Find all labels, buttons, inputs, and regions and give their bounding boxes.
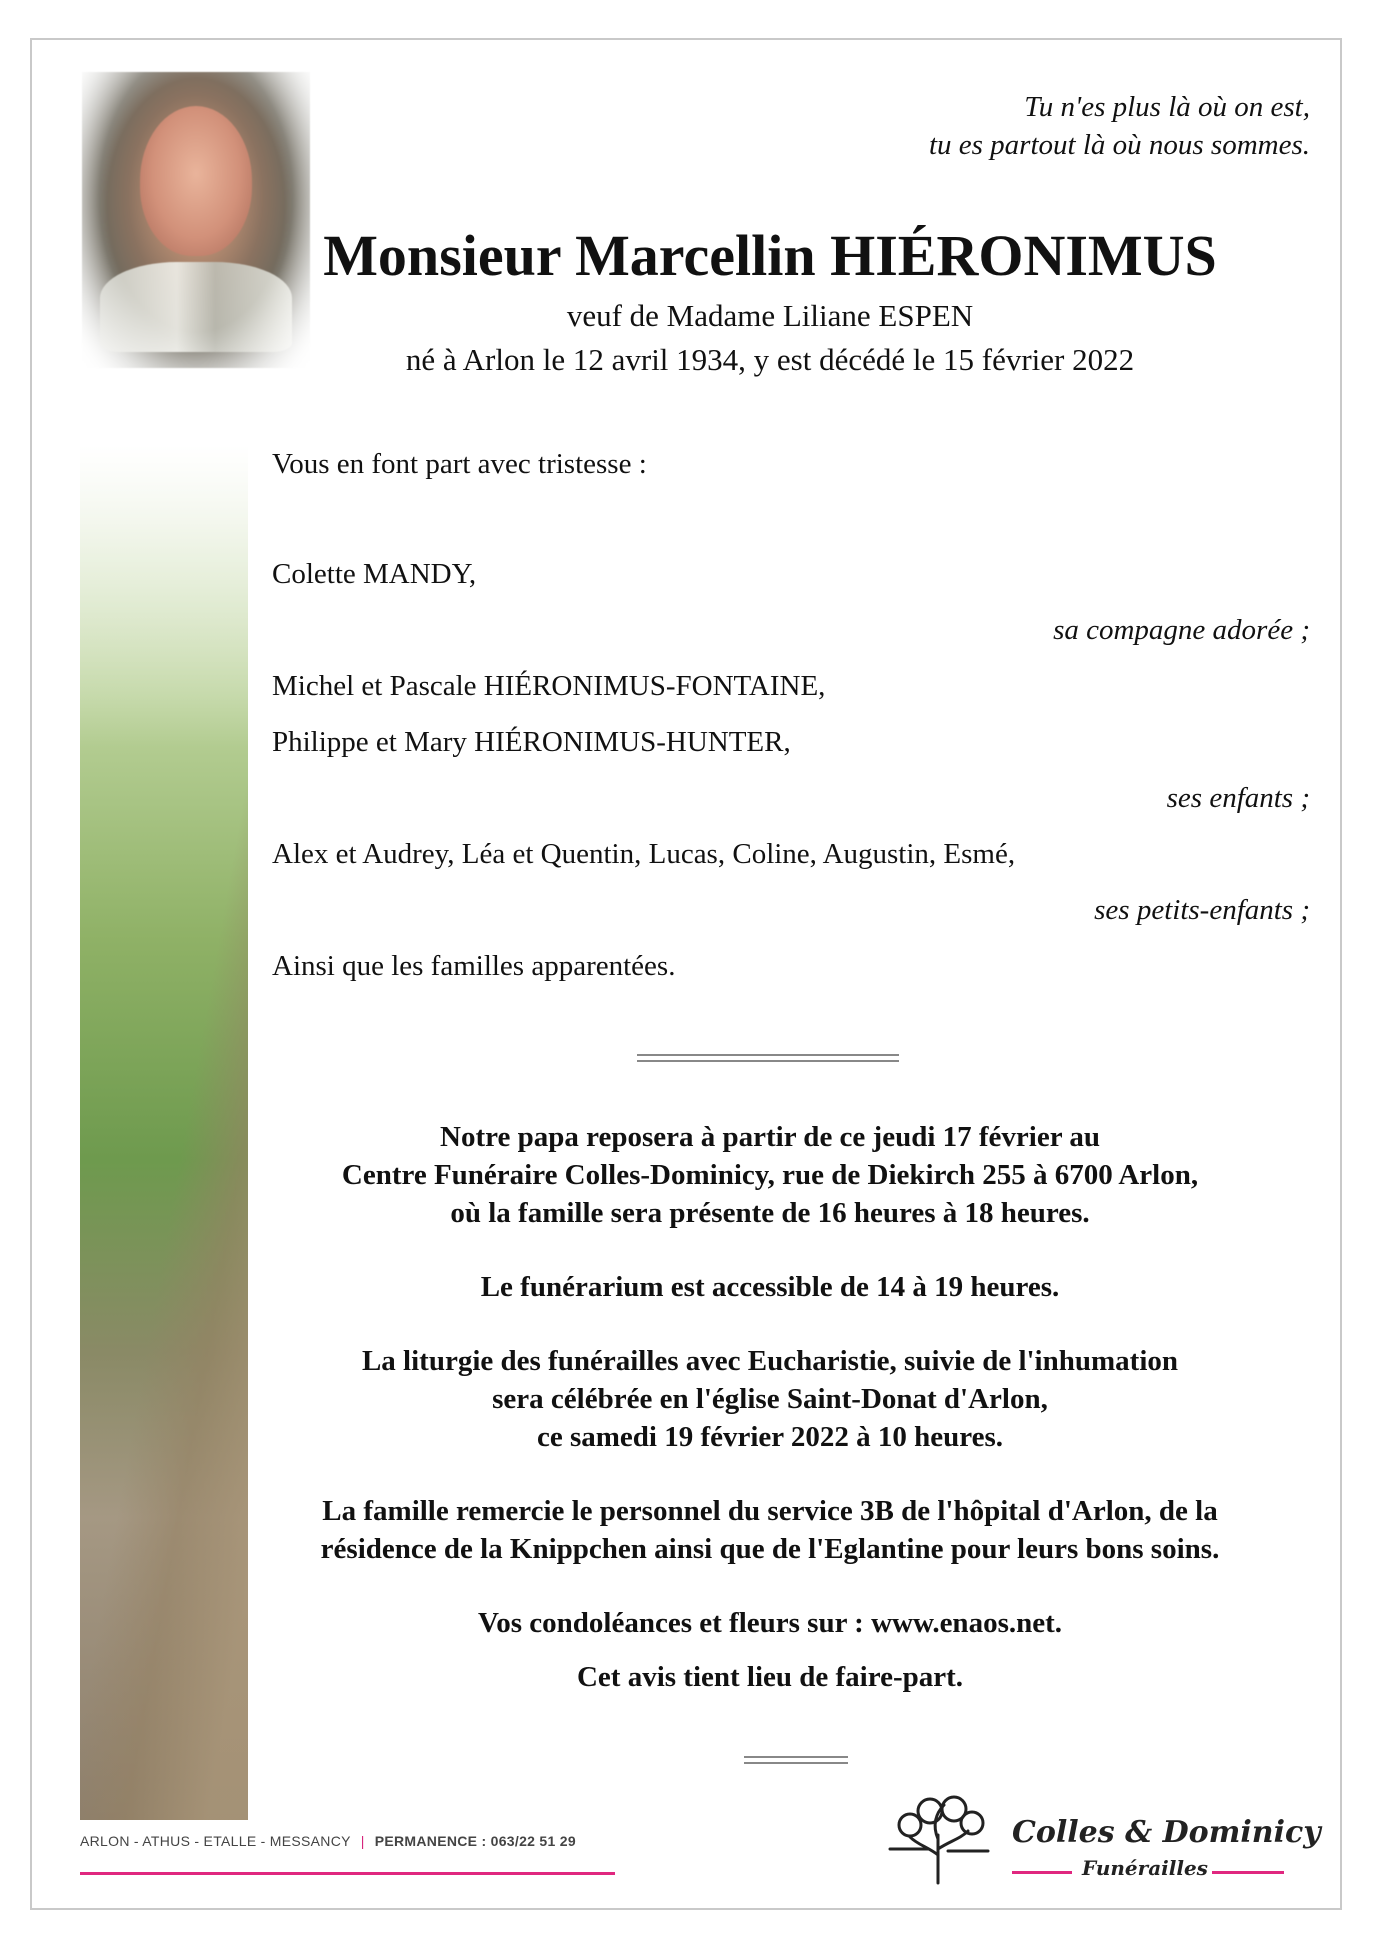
- grandchildren: Alex et Audrey, Léa et Quentin, Lucas, Coline, Augustin, Esmé,: [272, 838, 1016, 870]
- thanks-line-2: résidence de la Knippchen ainsi que de l'Eglantine pour leurs bons soins.: [320, 1533, 1220, 1565]
- deceased-name: Monsieur Marcellin HIÉRONIMUS: [323, 223, 1217, 288]
- spouse-line: veuf de Madame Liliane ESPEN: [566, 298, 974, 333]
- footer-permanence: PERMANENCE : 063/22 51 29: [374, 1833, 576, 1849]
- separator-bottom-1: [744, 1756, 848, 1758]
- liturgy-block: [250, 1342, 1290, 1456]
- liturgy-line-2: sera célébrée en l'église Saint-Donat d'Arlon,: [492, 1383, 1048, 1415]
- separator-bottom-2: [744, 1762, 848, 1764]
- footer-contact: [80, 1833, 576, 1849]
- separator-top-1: [637, 1054, 899, 1056]
- liturgy-line-3: ce samedi 19 février 2022 à 10 heures.: [536, 1421, 1004, 1453]
- thanks-block: [250, 1492, 1290, 1568]
- child-1: Michel et Pascale HIÉRONIMUS-FONTAINE,: [272, 670, 826, 702]
- relatives-line: Ainsi que les familles apparentées.: [272, 950, 676, 982]
- logo-name: Colles & Dominicy: [1012, 1815, 1321, 1850]
- logo-subtitle: Funérailles: [1082, 1856, 1208, 1880]
- quote-line-1: Tu n'es plus là où on est,: [1024, 91, 1310, 123]
- announcement-intro: Vous en font part avec tristesse :: [272, 448, 647, 480]
- children-role: ses enfants ;: [1166, 782, 1310, 814]
- partner-role: sa compagne adorée ;: [1053, 614, 1310, 646]
- rest-line-3: où la famille sera présente de 16 heures à 18 heures.: [450, 1197, 1090, 1229]
- memorial-quote: [929, 88, 1310, 164]
- thanks-line-1: La famille remercie le personnel du service 3B de l'hôpital d'Arlon, de la: [322, 1495, 1218, 1527]
- funerarium-hours: Le funérarium est accessible de 14 à 19 heures.: [480, 1271, 1060, 1303]
- rest-line-1: Notre papa reposera à partir de ce jeudi 17 février au: [440, 1121, 1100, 1153]
- footer-separator: |: [360, 1833, 365, 1849]
- rest-block: [250, 1118, 1290, 1232]
- notice-line: Cet avis tient lieu de faire-part.: [576, 1661, 964, 1693]
- birth-death-line: né à Arlon le 12 avril 1934, y est décédé le 15 février 2022: [405, 342, 1135, 377]
- child-2: Philippe et Mary HIÉRONIMUS-HUNTER,: [272, 726, 791, 758]
- partner-name: Colette MANDY,: [272, 558, 477, 590]
- footer-locations: ARLON - ATHUS - ETALLE - MESSANCY: [80, 1833, 351, 1849]
- forest-path-image: [80, 445, 248, 1820]
- quote-line-2: tu es partout là où nous sommes.: [928, 129, 1310, 161]
- logo-line-right: [1212, 1871, 1284, 1874]
- grandchildren-role: ses petits-enfants ;: [1094, 894, 1310, 926]
- separator-top-2: [637, 1060, 899, 1062]
- rest-line-2: Centre Funéraire Colles-Dominicy, rue de Diekirch 255 à 6700 Arlon,: [341, 1159, 1199, 1191]
- liturgy-line-1: La liturgie des funérailles avec Eucharistie, suivie de l'inhumation: [361, 1345, 1179, 1377]
- tree-logo-icon: [888, 1795, 990, 1887]
- footer-accent-line: [80, 1872, 615, 1875]
- logo-line-left: [1012, 1871, 1072, 1874]
- condolences-line: Vos condoléances et fleurs sur : www.enaos.net.: [477, 1607, 1063, 1639]
